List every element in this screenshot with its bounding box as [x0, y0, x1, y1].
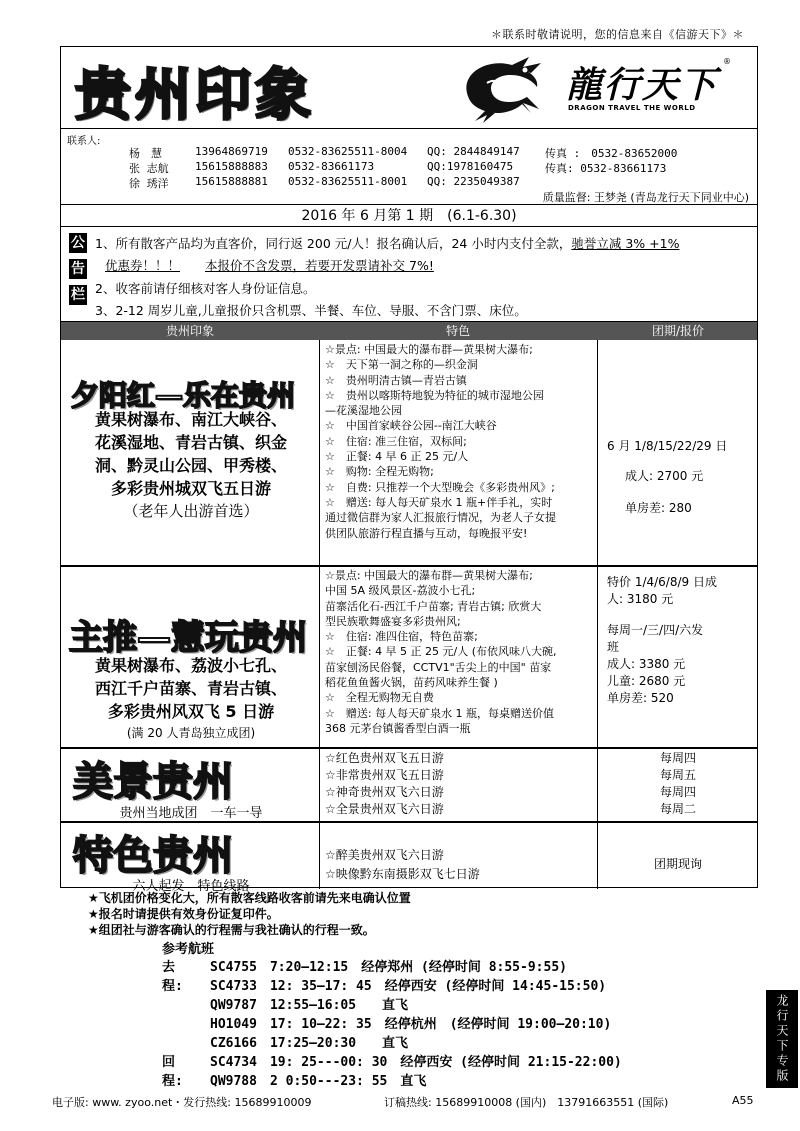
flight-row: HO1049 17: 10—22: 35 经停杭州 (经停时间 19:00—20:10)	[210, 1017, 612, 1032]
flight-row: SC4755 7:20—12:15 经停郑州 (经停时间 8:55-9:55)	[210, 960, 567, 975]
route-desc-line: 西江千户苗寨、青岩古镇、	[94, 679, 287, 698]
contact-phone: 0532-83625511-8001	[288, 175, 408, 188]
header-cell: 贵州印象	[165, 324, 214, 338]
route-price	[597, 856, 759, 873]
price-line: 特价 1/4/6/8/9 日成	[607, 575, 717, 589]
route-price	[597, 750, 759, 818]
header-cell: 特色	[445, 324, 470, 338]
route-features	[325, 750, 595, 818]
outbound-flights	[210, 958, 611, 1053]
notice-board	[61, 227, 757, 322]
feature-line: ☆景点: 中国最大的瀑布群—黄果树大瀑布;	[325, 569, 533, 582]
feature-line: ☆ 全程无购物无自费	[325, 691, 434, 705]
contact-phone: 0532-83661173	[288, 160, 375, 173]
brand-subtitle: DRAGON TRAVEL THE WORLD	[568, 104, 696, 112]
route-desc-line: 多彩贵州城双飞五日游	[110, 479, 271, 498]
price-spacer	[607, 608, 757, 622]
contacts-label: 联系人:	[67, 136, 101, 147]
issue-period: 2016 年 6 月第 1 期 (6.1-6.30)	[61, 205, 757, 227]
feature-line: ☆ 贵州明清古镇—青岩古镇	[325, 373, 467, 387]
dragon-logo-icon	[457, 53, 547, 123]
header	[61, 47, 757, 129]
bottom-notes	[88, 890, 411, 938]
route-features	[325, 846, 595, 884]
price-line: 人: 3180 元	[607, 592, 674, 606]
price-line: 成人: 3380 元	[607, 657, 686, 671]
feature-line: ☆ 购物: 全程无购物;	[325, 465, 434, 479]
notice-line: 3、2-12 周岁儿童,儿童报价只含机票、半餐、车位、导服、不含门票、床位。	[95, 303, 527, 318]
feature-line: 供团队旅游行程直播与互动，每晚报平安!	[325, 526, 528, 540]
route-title: 主推—慧玩贵州	[69, 618, 307, 658]
notice-tag: 告	[71, 261, 85, 277]
feature-line: ☆景点: 中国最大的瀑布群—黄果树大瀑布;	[325, 343, 533, 356]
feature-line: ☆ 正餐: 4 早 6 正 25 元/人	[325, 450, 469, 464]
feature-line: ☆ 正餐: 4 早 5 正 25 元/人 (布依风味八大碗,	[325, 645, 557, 659]
contact-qq: QQ: 2235049387	[427, 175, 520, 188]
price-line: 班	[607, 640, 620, 654]
row-divider	[61, 821, 757, 823]
flight-row: QW9788 2 0:50---23: 55 直飞	[210, 1074, 427, 1089]
table-header	[61, 322, 757, 340]
contact-name: 张 志航	[129, 162, 169, 175]
feature-line: ☆ 赠送: 每人每天矿泉水 1 瓶，每桌赠送价值	[325, 706, 555, 720]
route-note: 贵州当地成团 一车一导	[119, 806, 263, 821]
feature-line: 型民族歌舞盛宴多彩贵州风;	[325, 614, 461, 628]
feature-line: ☆ 住宿: 准四住宿，特色苗寨;	[325, 630, 478, 644]
header-cell: 团期/报价	[651, 324, 705, 338]
page-frame	[60, 46, 758, 894]
price-line: 每周四	[659, 751, 696, 765]
contact-row	[61, 160, 757, 174]
route-title: 特色贵州	[73, 832, 233, 879]
feature-line: ☆ 贵州以喀斯特地貌为特征的城市湿地公园	[325, 388, 544, 402]
feature-line: 稻花鱼鱼酱火锅，苗药风味养生餐 )	[325, 676, 498, 690]
feature-line: ☆ 中国首家峡谷公园--南江大峡谷	[325, 419, 497, 433]
price-line: 团期现询	[653, 857, 702, 871]
price-spacer	[607, 456, 757, 466]
price-line: 每周一/三/四/六发	[607, 623, 704, 637]
price-line: 单房差: 520	[607, 691, 674, 705]
contact-phone: 0532-83625511-8004	[288, 145, 408, 158]
route-price	[607, 436, 757, 518]
contact-mobile: 15615888883	[195, 160, 268, 173]
brand-name: 龍行天下	[566, 64, 719, 106]
route-desc-line: 黄果树瀑布、荔波小七孔、	[94, 656, 287, 675]
notice-text: 优惠券！！！	[105, 258, 181, 273]
notice-discount: 驰誉立减 3% +1%	[571, 236, 680, 251]
notice-tag: 栏	[71, 287, 85, 303]
feature-line: 苗寨活化石-西江千户苗寨; 青岩古镇; 欣赏大	[325, 599, 542, 613]
notice-line: 2、收客前请仔细核对客人身份证信息。	[95, 281, 316, 296]
feature-line: 中国 5A 级风景区-荔波小七孔;	[325, 584, 476, 598]
feature-line: 368 元茅台镇酱香型白酒一瓶	[325, 721, 471, 735]
feature-line: ☆映像黔东南摄影双飞七日游	[325, 867, 480, 881]
feature-line: ☆神奇贵州双飞六日游	[325, 785, 444, 799]
feature-line: ☆醉美贵州双飞六日游	[325, 848, 444, 862]
column-divider	[319, 340, 320, 889]
route-description	[65, 654, 317, 723]
notice-text: 1、所有散客产品均为直客价，同行返 200 元/人！报名确认后，24 小时内支付全款，	[95, 236, 572, 251]
feature-line: 通过微信群为家人汇报旅行情况，为老人子女提	[325, 511, 556, 525]
quality-supervision: 质量监督: 王梦尧 (青岛龙行天下同业中心)	[542, 191, 749, 204]
note-line: ★组团社与游客确认的行程需与我社确认的行程一致。	[88, 923, 375, 937]
price-line: 6 月 1/8/15/22/29 日	[607, 439, 728, 453]
contact-fax: 传真 : 0532-83652000	[545, 147, 678, 160]
notice-line	[95, 234, 679, 252]
feature-line: ☆红色贵州双飞五日游	[325, 751, 444, 765]
feature-line: ☆全景贵州双飞六日游	[325, 802, 444, 816]
notice-tag: 公	[71, 235, 85, 251]
contact-name: 杨 慧	[129, 147, 162, 160]
price-line: 单房差: 280	[625, 501, 692, 515]
flight-row: SC4733 12: 35—17: 45 经停西安 (经停时间 14:45-15:50)	[210, 979, 607, 994]
contact-name: 徐 琇洋	[129, 177, 169, 190]
route-note: (满 20 人青岛独立成团)	[126, 726, 256, 740]
flight-row: CZ6166 17:25—20:30 直飞	[210, 1036, 409, 1051]
brand-registered-mark: ®	[723, 57, 731, 66]
route-price	[607, 574, 757, 707]
contacts-section	[61, 129, 757, 205]
route-title: 夕阳红—乐在贵州	[71, 379, 296, 412]
footer-left: 电子版: www. zyoo.net・发行热线: 15689910009	[52, 1096, 312, 1109]
feature-line: ☆ 自费: 只推荐一个大型晚会《多彩贵州风》;	[325, 480, 555, 494]
contact-qq: QQ:1978160475	[427, 160, 514, 173]
footer-middle: 订稿热线: 15689910008 (国内) 13791663551 (国际)	[384, 1096, 669, 1109]
row-divider	[61, 565, 757, 567]
route-description	[65, 408, 317, 500]
page-number: A55	[732, 1094, 754, 1107]
feature-line: ☆ 赠送: 每人每天矿泉水 1 瓶+伴手礼，实时	[325, 495, 553, 509]
return-flights	[210, 1053, 622, 1091]
route-title: 美景贵州	[73, 758, 233, 805]
route-note: 六人起发 特色线路	[132, 879, 250, 894]
contact-mobile: 15615888881	[195, 175, 268, 188]
contact-qq: QQ: 2844849147	[427, 145, 520, 158]
contact-mobile: 13964869719	[195, 145, 268, 158]
return-label: 回程:	[162, 1055, 183, 1089]
price-line: 儿童: 2680 元	[607, 674, 686, 688]
notice-invoice: 本报价不含发票，若要开发票请补交 7%!	[205, 258, 434, 273]
feature-line: —花溪湿地公园	[325, 404, 402, 418]
price-line: 每周五	[659, 768, 696, 782]
feature-line: 苗家刨汤民俗餐，CCTV1"舌尖上的中国" 苗家	[325, 660, 552, 674]
route-note: （老年人出游首选）	[123, 502, 259, 520]
contact-row	[61, 145, 757, 159]
contact-row	[61, 175, 757, 189]
notice-line	[105, 256, 434, 274]
feature-line: ☆ 天下第一洞之称的—织金洞	[325, 358, 478, 372]
price-line: 每周二	[659, 802, 696, 816]
source-note: ＊联系时敬请说明，您的信息来自《信游天下》＊	[491, 28, 744, 41]
route-features	[325, 568, 595, 736]
note-line: ★飞机团价格变化大，所有散客线路收客前请先来电确认位置	[88, 891, 411, 905]
flights-title: 参考航班	[162, 942, 215, 957]
price-spacer	[607, 486, 757, 498]
price-line: 成人: 2700 元	[625, 469, 704, 483]
outbound-label: 去程:	[162, 960, 183, 994]
feature-line: ☆非常贵州双飞五日游	[325, 768, 444, 782]
side-tab: 龙行天下专版	[766, 990, 798, 1088]
contact-fax: 传真: 0532-83661173	[545, 162, 667, 175]
route-desc-line: 多彩贵州风双飞 5 日游	[107, 702, 275, 721]
flight-row: SC4734 19: 25---00: 30 经停西安 (经停时间 21:15-22:00)	[210, 1055, 622, 1070]
route-desc-line: 花溪湿地、青岩古镇、织金	[94, 433, 287, 452]
route-desc-line: 洞、黔灵山公园、甲秀楼、	[94, 456, 287, 475]
route-desc-line: 黄果树瀑布、南江大峡谷、	[94, 410, 287, 429]
feature-line: ☆ 住宿: 准三住宿，双标间;	[325, 434, 467, 448]
page-title: 贵州印象	[75, 62, 315, 128]
note-line: ★报名时请提供有效身份证复印件。	[88, 907, 279, 921]
route-features	[325, 342, 595, 541]
flight-row: QW9787 12:55—16:05 直飞	[210, 998, 409, 1013]
price-line: 每周四	[659, 785, 696, 799]
row-divider	[61, 747, 757, 749]
